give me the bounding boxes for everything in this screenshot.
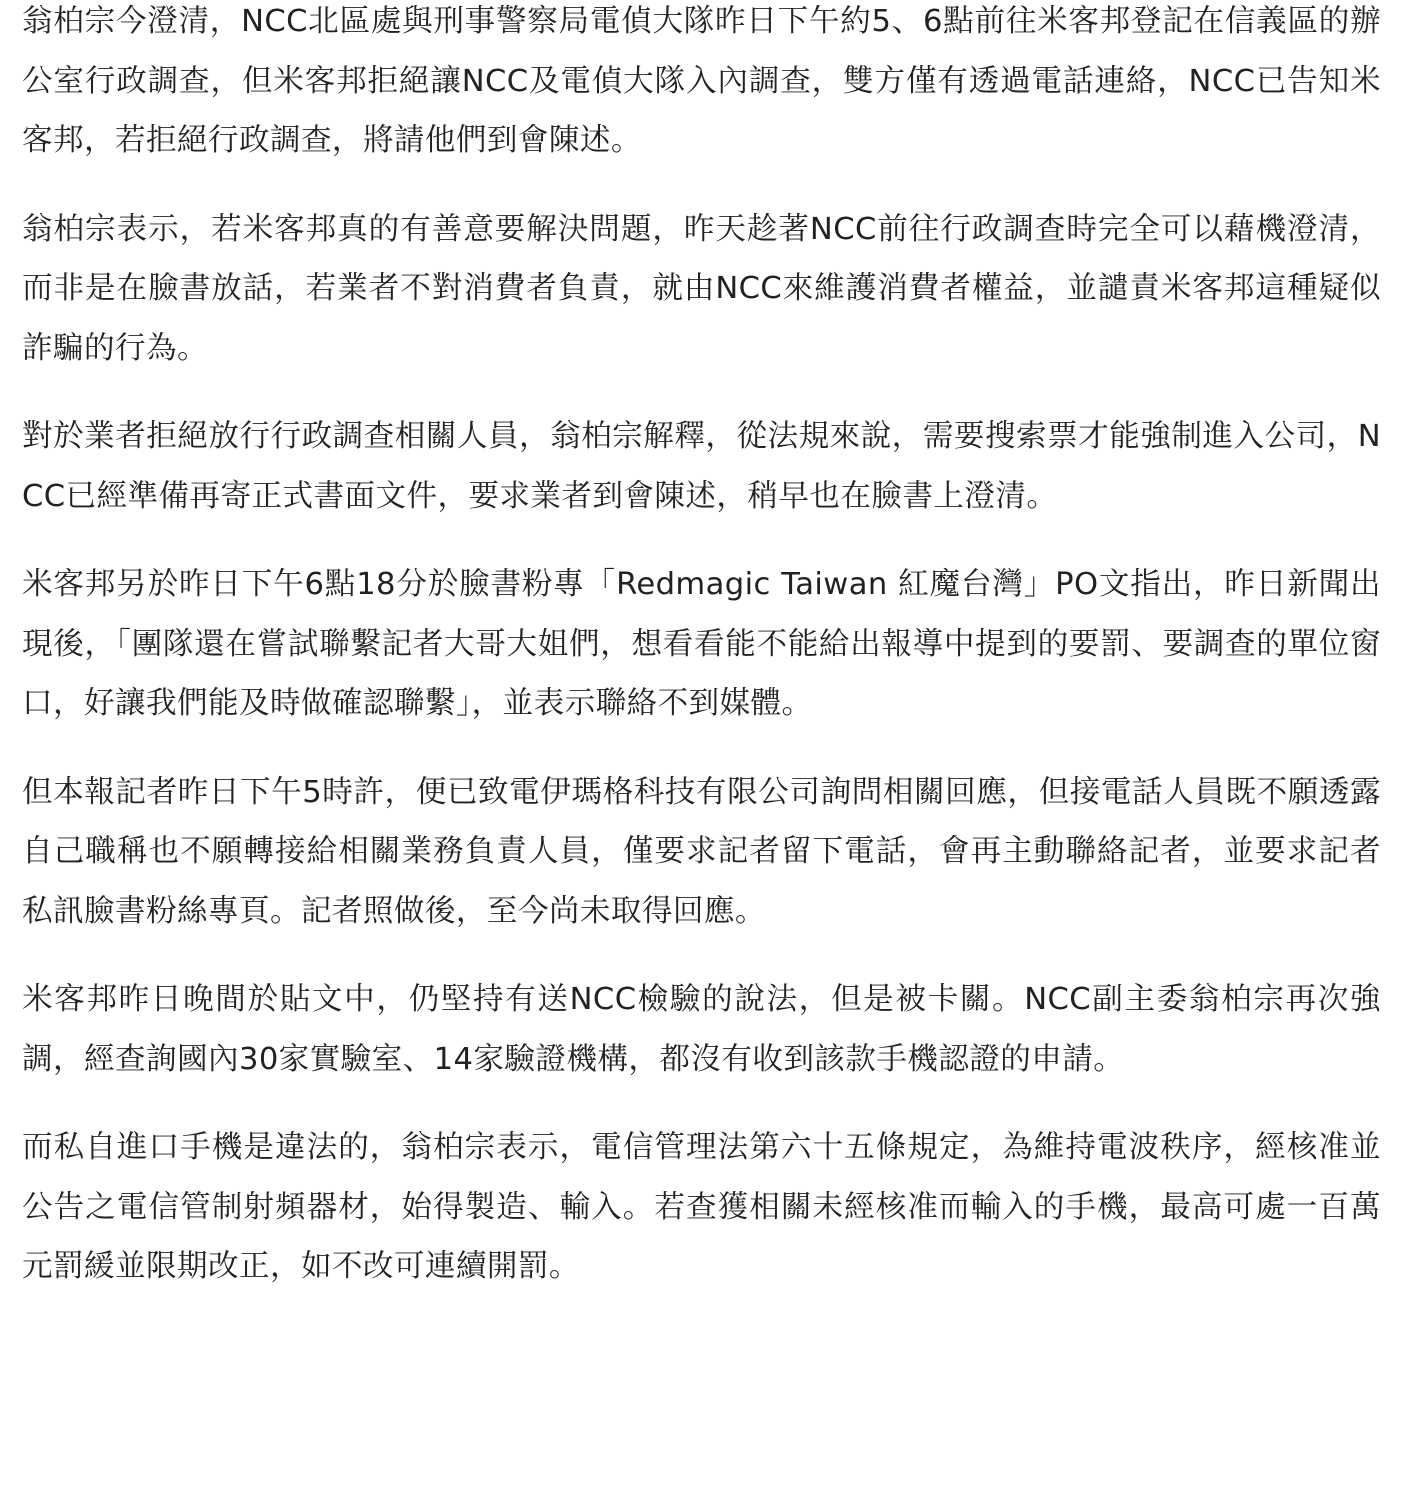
article-paragraph: 米客邦另於昨日下午6點18分於臉書粉專「Redmagic Taiwan 紅魔台灣」PO文指出，昨日新聞出現後，「團隊還在嘗試聯繫記者大哥大姐們，想看看能不能給出報導中提到的要罰、要調查的單位窗口，好讓我們能及時做確認聯繫」，並表示聯絡不到媒體。 [22,567,1381,721]
article-paragraph: 而私自進口手機是違法的，翁柏宗表示，電信管理法第六十五條規定，為維持電波秩序，經核准並公告之電信管制射頻器材，始得製造、輸入。若查獲相關未經核准而輸入的手機，最高可處一百萬元罰緩並限期改正，如不改可連續開罰。 [22,1130,1381,1284]
article-paragraph: 但本報記者昨日下午5時許，便已致電伊瑪格科技有限公司詢問相關回應，但接電話人員既不願透露自己職稱也不願轉接給相關業務負責人員，僅要求記者留下電話，會再主動聯絡記者，並要求記者私訊臉書粉絲專頁。記者照做後，至今尚未取得回應。 [22,774,1381,929]
article-paragraph: 翁柏宗表示，若米客邦真的有善意要解決問題，昨天趁著NCC前往行政調查時完全可以藉機澄清，而非是在臉書放話，若業者不對消費者負責，就由NCC來維護消費者權益，並譴責米客邦這種疑似詐騙的行為。 [22,211,1381,366]
article-paragraph: 對於業者拒絕放行行政調查相關人員，翁柏宗解釋，從法規來說，需要搜索票才能強制進入公司，NCC已經準備再寄正式書面文件，要求業者到會陳述，稍早也在臉書上澄清。 [22,419,1381,514]
article-paragraph: 翁柏宗今澄清，NCC北區處與刑事警察局電偵大隊昨日下午約5、6點前往米客邦登記在信義區的辦公室行政調查，但米客邦拒絕讓NCC及電偵大隊入內調查，雙方僅有透過電話連絡，NCC已告知米客邦，若拒絕行政調查，將請他們到會陳述。 [22,4,1381,158]
article-paragraph: 米客邦昨日晚間於貼文中，仍堅持有送NCC檢驗的說法，但是被卡關。NCC副主委翁柏宗再次強調，經查詢國內30家實驗室、14家驗證機構，都沒有收到該款手機認證的申請。 [22,982,1381,1077]
